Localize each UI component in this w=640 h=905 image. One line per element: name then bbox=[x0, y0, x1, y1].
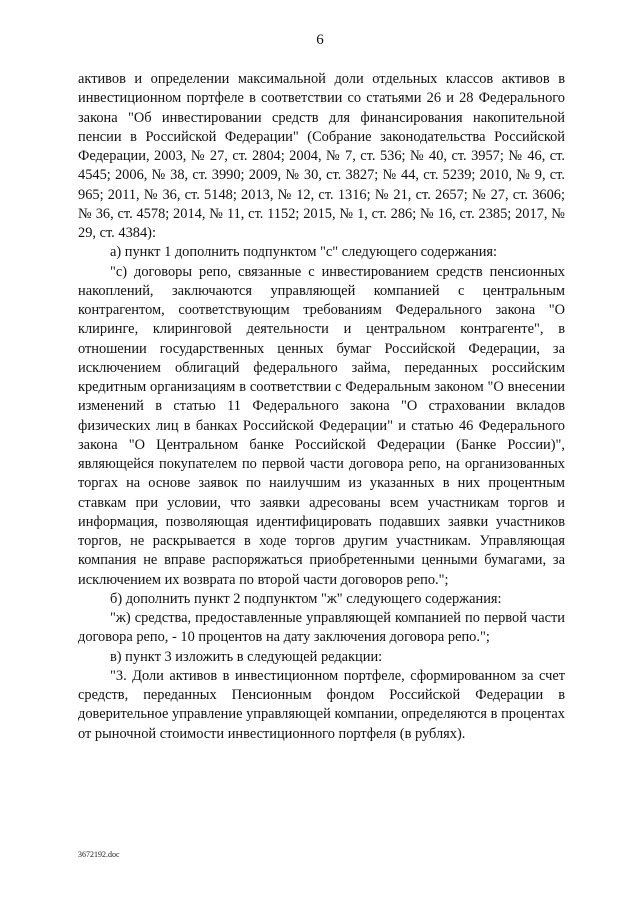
page-number: 6 bbox=[316, 32, 324, 48]
paragraph-item-a: а) пункт 1 дополнить подпунктом "с" следующего содержания: bbox=[110, 244, 498, 261]
paragraph-subitem-zh: "ж) средства, предоставленные управляющей компанией по первой части договора репо, - 10 процентов на дату заключения договора репо."; bbox=[78, 610, 565, 646]
paragraph-item-v: в) пункт 3 изложить в следующей редакции: bbox=[110, 648, 383, 665]
paragraph-continuation: активов и определении максимальной доли отдельных классов активов в инвестиционном портфеле в соответствии со статьями 26 и 28 Федерального закона "Об инвестировании средств для финансирования накопительной пенсии в Российской Федерации" (Собрание законодательства Российской Федерации, 2003, № 27, ст. 2804; 2004, № 7, ст. 536; № 40, ст. 3957; № 46, ст. 4545; 2006, № 38, ст. 3990; 2009, № 30, ст. 3827; № 44, ст. 5239; 2010, № 9, ст. 965; 2011, № 36, ст. 5148; 2013, № 12, ст. 1316; № 21, ст. 2657; № 27, ст. 3606; № 36, ст. 4578; 2014, № 11, ст. 1152; 2015, № 1, ст. 286; № 16, ст. 2385; 2017, № 29, ст. 4384): bbox=[78, 71, 565, 241]
paragraph-point-3: "3. Доли активов в инвестиционном портфеле, сформированном за счет средств, переданных Пенсионным фондом Российской Федерации в доверительное управление управляющей компании, определяются в процентах от рыночной стоимости инвестиционного портфеля (в рублях). bbox=[78, 667, 565, 742]
document-file-code: 3672192.doc bbox=[78, 850, 120, 859]
paragraph-subitem-c: "с) договоры репо, связанные с инвестированием средств пенсионных накоплений, заключаются управляющей компанией с центральным контрагентом, соответствующим требованиям Федерального закона "О клиринге, клиринговой деятельности и центральном контрагенте", в отношении государственных ценных бумаг Российской Федерации, за исключением облигаций федерального займа, переданных российским кредитным организациям в соответствии с Федеральным законом "О внесении изменений в статью 11 Федерального закона "О страховании вкладов физических лиц в банках Российской Федерации" и статью 46 Федерального закона "О Центральном банке Российской Федерации (Банке России)", являющейся покупателем по первой части договора репо, на организованных торгах на основе заявок по наилучшим из указанных в них процентным ставкам при условии, что заявки адресованы всем участникам торгов и информация, позволяющая идентифицировать подавших заявки участников торгов, не раскрывается в ходе торгов другим участникам. Управляющая компания не вправе распоряжаться приобретенными ценными бумагами, за исключением их возврата по второй части договоров репо."; bbox=[78, 263, 565, 588]
paragraph-item-b: б) дополнить пункт 2 подпунктом "ж" следующего содержания: bbox=[110, 590, 502, 607]
document-body bbox=[78, 70, 565, 744]
